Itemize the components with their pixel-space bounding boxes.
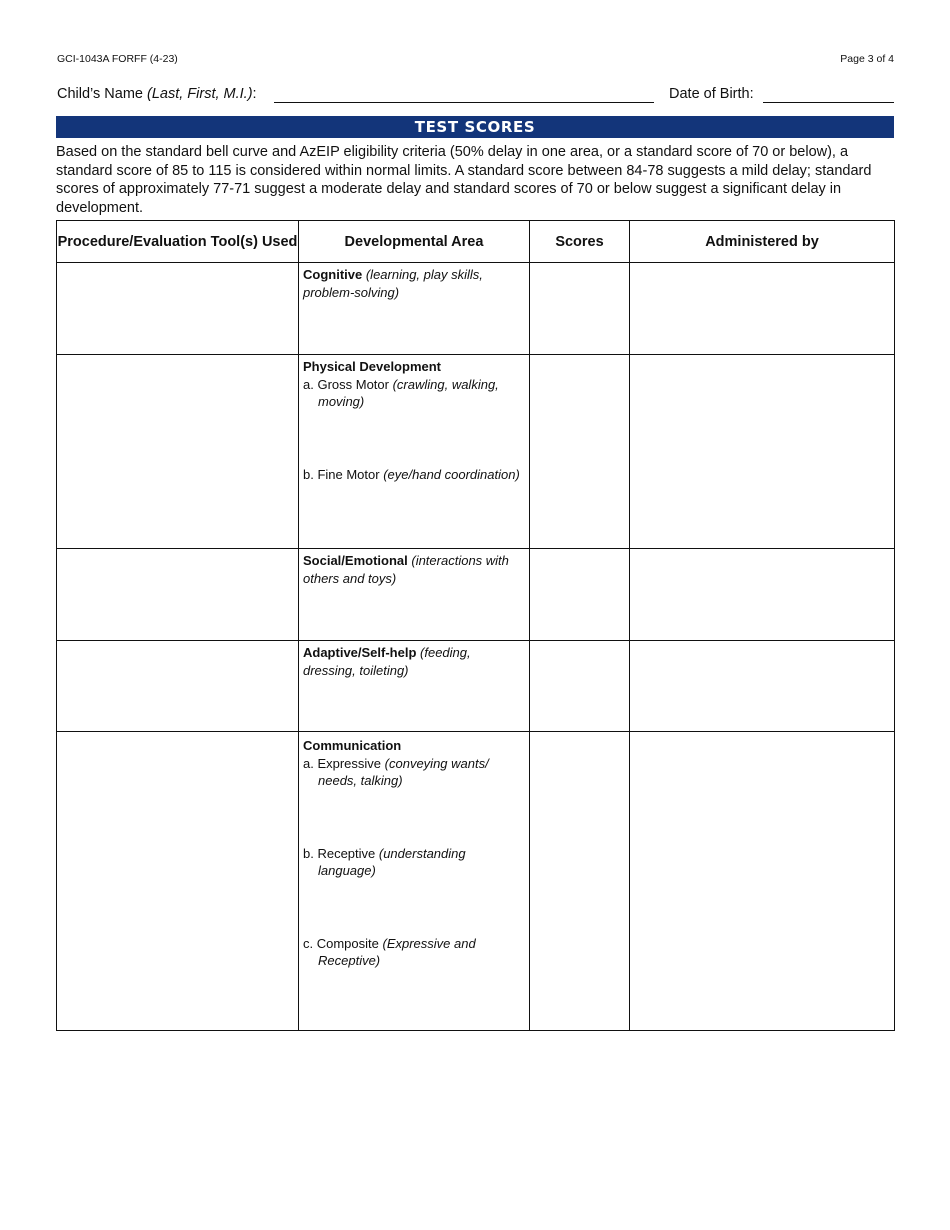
administered-cell-social[interactable] — [630, 549, 895, 641]
table-row-communication — [57, 732, 895, 1031]
tool-cell-communication[interactable] — [57, 732, 299, 1031]
intro-paragraph: Based on the standard bell curve and AzEIP eligibility criteria (50% delay in one area, or a standard score of 70 or below), a standard score of 85 to 115 is considered within normal limits. A standard score between 84-78 suggests a mild delay; standard scores of approximately 77-71 suggest a moderate delay and standard scores of 70 or below suggest a significant delay in development. — [56, 144, 872, 216]
tool-cell-adaptive[interactable] — [57, 641, 299, 732]
header-scores: Scores — [530, 221, 630, 263]
area-cell-cognitive: Cognitive (learning, play skills, problem-solving) — [299, 263, 530, 355]
table-row-physical — [57, 355, 895, 549]
administered-cell-adaptive[interactable] — [630, 641, 895, 732]
area-cell-adaptive: Adaptive/Self-help (feeding, dressing, toileting) — [299, 641, 530, 732]
administered-cell-communication[interactable] — [630, 732, 895, 1031]
child-info-line — [57, 86, 894, 106]
area-cell-communication: Communication a. Expressive (conveying wants/ needs, talking) b. Receptive (understanding language) c. Composite (Expressive and Receptive) — [299, 732, 530, 1031]
child-name-field[interactable] — [274, 102, 654, 103]
tool-cell-cognitive[interactable] — [57, 263, 299, 355]
table-row-cognitive — [57, 263, 895, 355]
page-number: Page 3 of 4 — [840, 53, 894, 65]
child-name-label: Child’s Name (Last, First, M.I.): — [57, 86, 257, 102]
table-row-adaptive — [57, 641, 895, 732]
date-of-birth-field[interactable] — [763, 102, 894, 103]
area-cell-social: Social/Emotional (interactions with others and toys) — [299, 549, 530, 641]
table-header-row — [57, 221, 895, 263]
tool-cell-physical[interactable] — [57, 355, 299, 549]
table-row-social — [57, 549, 895, 641]
score-cell-adaptive[interactable] — [530, 641, 630, 732]
date-of-birth-label: Date of Birth: — [669, 86, 754, 102]
test-scores-table — [56, 220, 895, 1031]
score-cell-social[interactable] — [530, 549, 630, 641]
header-area: Developmental Area — [299, 221, 530, 263]
header-administered: Administered by — [630, 221, 895, 263]
score-cell-cognitive[interactable] — [530, 263, 630, 355]
administered-cell-physical[interactable] — [630, 355, 895, 549]
tool-cell-social[interactable] — [57, 549, 299, 641]
score-cell-physical[interactable] — [530, 355, 630, 549]
form-code: GCI-1043A FORFF (4-23) — [57, 53, 178, 65]
header-tool: Procedure/Evaluation Tool(s) Used — [57, 221, 299, 263]
section-title: TEST SCORES — [56, 116, 894, 138]
area-cell-physical: Physical Development a. Gross Motor (crawling, walking, moving) b. Fine Motor (eye/hand coordination) — [299, 355, 530, 549]
score-cell-communication[interactable] — [530, 732, 630, 1031]
administered-cell-cognitive[interactable] — [630, 263, 895, 355]
